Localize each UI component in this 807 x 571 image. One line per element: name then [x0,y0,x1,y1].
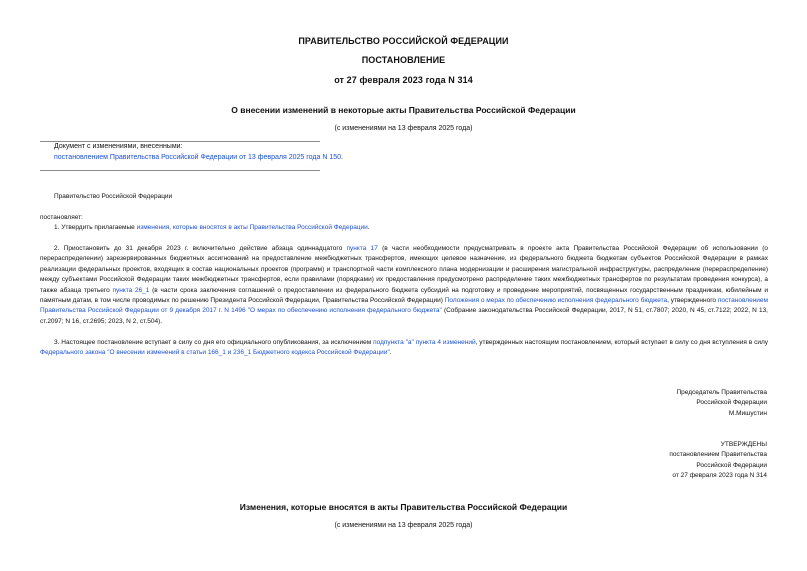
approval-country: Российской Федерации [696,461,767,469]
document-date-number: от 27 февраля 2023 года N 314 [334,75,473,85]
paragraph-3 [40,338,768,359]
p3-text-b: , утвержденных настоящим постановлением, который вступает в силу со дня вступления в силу [475,339,768,346]
budget-measures-regulation-link[interactable]: Положения о мерах по обеспечению исполнения федерального бюджета [444,297,668,305]
changes-annex-link[interactable]: изменения, которые вносятся в акты Правительства Российской Федерации [136,224,368,231]
approval-date: от 27 февраля 2023 года N 314 [672,472,767,480]
decree-1496-link[interactable]: постановлением Правительства Российской Федерации от 9 декабря 2017 г. N 1496 "О мерах по обеспечению исполнения федерального бюджета" [40,297,768,315]
clause-26-1-link[interactable]: пункта 26_1 [112,286,150,294]
clause-17-link[interactable]: пункта 17 [346,245,378,252]
paragraph-2 [40,244,768,327]
government-line: Правительство Российской Федерации [54,193,173,200]
p3-text-a: 3. Настоящее постановление вступает в силу со дня его официального опубликования, за исключением [54,339,374,346]
p2-text-e: (Собрание законодательства Российской Федерации, 2017, N 51, ст.7807; 2020, N 45, ст.7122; 2022, N 13, ст.2097; N 16, ст.2695; 2023, N 2, ст.504). [40,307,768,325]
approval-block [467,440,767,482]
government-heading: ПРАВИТЕЛЬСТВО РОССИЙСКОЙ ФЕДЕРАЦИИ [298,36,509,46]
changes-label: Документ с изменениями, внесенными: [54,143,183,150]
subclause-4a-link[interactable]: подпункта "а" пункта 4 изменений [373,339,476,346]
amending-decree-link[interactable]: постановлением Правительства Российской Федерации от 13 февраля 2025 года N 150 [54,154,341,161]
paragraph-1 [40,223,768,233]
revision-note: (с изменениями на 13 февраля 2025 года) [334,125,473,132]
divider-bottom [40,170,320,171]
approval-by: постановлением Правительства [669,451,767,459]
divider-top [40,141,320,142]
document-title: О внесении изменений в некоторые акты Правительства Российской Федерации [231,105,576,115]
decree-word: постановляет: [40,214,83,221]
p3-text-c: . [389,349,392,357]
annex-title: Изменения, которые вносятся в акты Правительства Российской Федерации [239,502,568,512]
p1-prefix: 1. Утвердить прилагаемые [54,224,137,231]
signature-country: Российской Федерации [696,399,767,407]
p2-text-b: (в части необходимости предусматривать в проекте акта Правительства Российской Федерации об использовании (о перераспределении) зарезервированных бюджетных ассигнований на предоставление межбюджетных трансфертов, имеющих целевое назначение, из федерального бюджета бюджетам субъектов Российской Федерации в рамках реализации федеральных проектов, входящих в состав национальных проектов (программ) и транспортной части комплексного плана модернизации и расширения магистральной инфраструктуры, распределение (перераспределение) между субъектами Российской Федерации таких межбюджетных трансфертов, если правилами (порядками) их предоставления предусмотрено распределение таких межбюджетных трансфертов по результатам проведения конкурса), а также абзаца третьего [40,245,768,294]
document-type-heading: ПОСТАНОВЛЕНИЕ [361,55,446,65]
p2-text-a: 2. Приостановить до 31 декабря 2023 г. включительно действие абзаца одиннадцатого [54,245,347,252]
signature-name: М.Мишустин [728,409,767,417]
annex-revision-note: (с изменениями на 13 февраля 2025 года) [334,522,473,529]
federal-law-link[interactable]: Федерального закона "О внесении изменений в статьи 166_1 и 236_1 Бюджетного кодекса Российской Федерации" [40,349,390,357]
p2-text-c: (в части срока заключения соглашений о предоставлении из федерального бюджета субсидий на подготовку и проведение мероприятий, посвященных государственным праздникам, юбилейным и памятным датам, в том числе проводимых по решению Президента Российской Федерации, Правительства Российской Федерации) [40,286,769,305]
p2-text-d: , утвержденного [667,297,718,305]
signature-block [467,388,767,419]
approval-word: УТВЕРЖДЕНЫ [720,441,767,448]
p1-suffix: . [367,224,370,231]
changes-link-tail: . [341,154,343,161]
changes-link-line [54,154,343,161]
signature-position: Председатель Правительства [676,389,767,396]
